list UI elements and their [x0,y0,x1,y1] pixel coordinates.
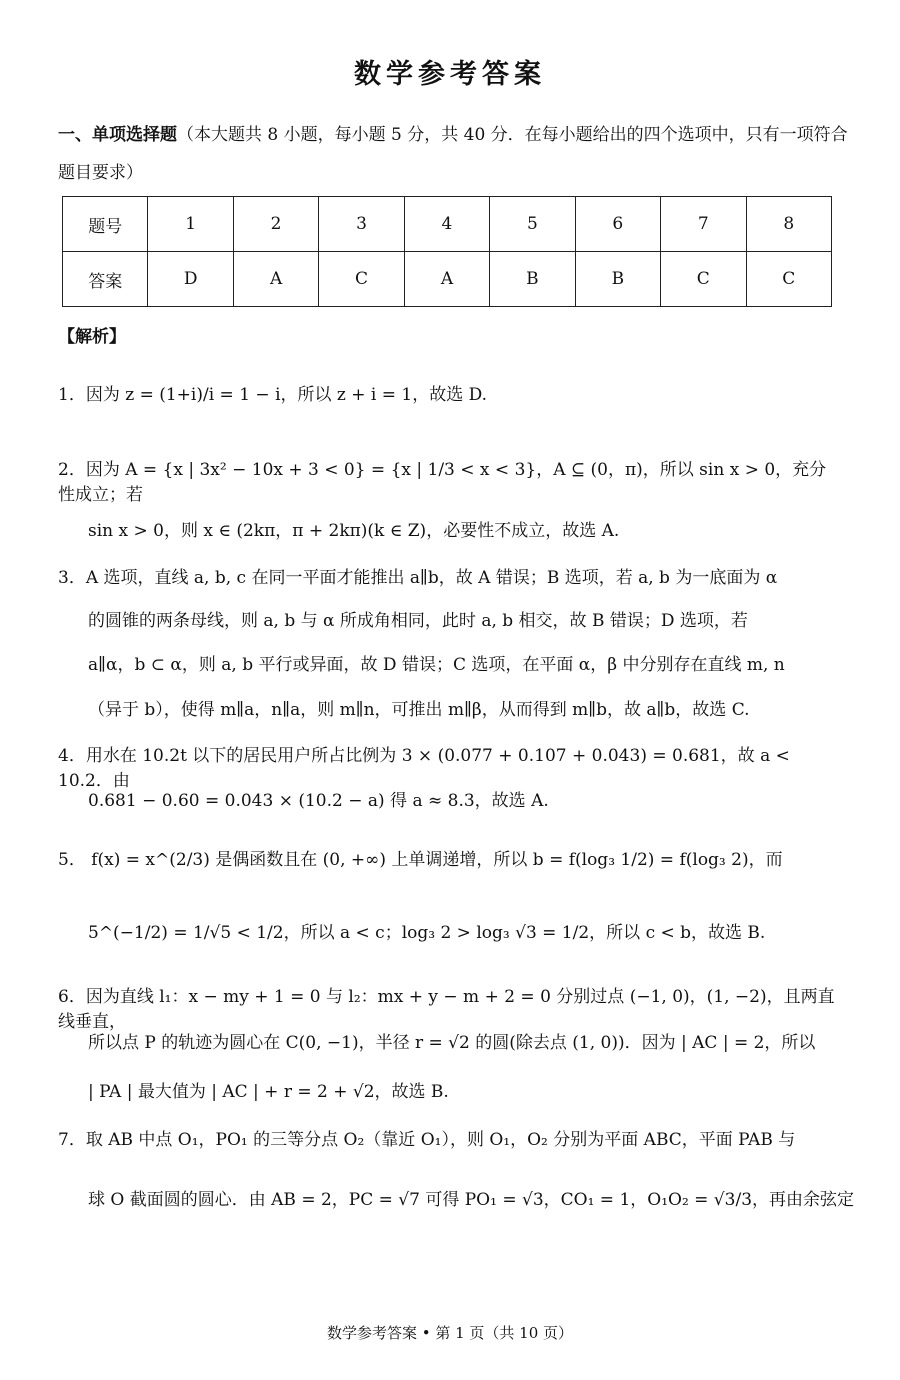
solution-6-line-1: 6．因为直线 l₁：x − my + 1 = 0 与 l₂：mx + y − m + 2 = 0 分别过点 (−1, 0)，(1, −2)，且两直线垂直， [58,987,835,1032]
table-cell: 4 [404,197,489,252]
table-cell: B [490,252,575,307]
solution-6-line-2: 所以点 P 的轨迹为圆心在 C(0, −1)，半径 r = √2 的圆(除去点 (1, 0))．因为 | AC | = 2，所以 [88,1033,816,1053]
page-title: 数学参考答案 [354,59,546,90]
table-cell: 2 [233,197,318,252]
table-cell: 答案 [63,252,148,307]
table-cell: A [233,252,318,307]
section-heading [58,116,848,192]
page-footer: 数学参考答案 • 第 1 页（共 10 页） [326,1324,574,1342]
solution-2-line-2: sin x > 0，则 x ∈ (2kπ，π + 2kπ)(k ∈ Z)，必要性不成立，故选 A. [88,521,620,541]
analysis-heading: 【解析】 [58,327,126,347]
solution-3-line-2: 的圆锥的两条母线，则 a, b 与 α 所成角相同，此时 a, b 相交，故 B 错误；D 选项，若 [88,611,748,631]
solution-3-line-1: 3．A 选项，直线 a, b, c 在同一平面才能推出 a∥b，故 A 错误；B 选项，若 a, b 为一底面为 α [58,568,778,588]
solution-5-line-2: 5^(−1/2) = 1/√5 < 1/2，所以 a < c；log₃ 2 > log₃ √3 = 1/2，所以 c < b，故选 B. [88,923,766,943]
table-cell: C [319,252,404,307]
solution-6-line-3: | PA | 最大值为 | AC | + r = 2 + √2，故选 B. [88,1082,449,1102]
table-cell: 题号 [63,197,148,252]
table-cell: C [746,252,832,307]
table-cell: A [404,252,489,307]
solution-4-line-2: 0.681 − 0.60 = 0.043 × (10.2 − a) 得 a ≈ 8.3，故选 A. [88,791,549,811]
table-cell: 3 [319,197,404,252]
solution-3-line-4: （异于 b），使得 m∥a，n∥a，则 m∥n，可推出 m∥β，从而得到 m∥b，故 a∥b，故选 C. [88,700,750,720]
section-description: （本大题共 8 小题，每小题 5 分，共 40 分．在每小题给出的四个选项中，只有一项符合题目要求） [58,125,848,183]
answer-table [62,196,832,307]
table-cell: 6 [575,197,660,252]
table-row-numbers [63,197,832,252]
solution-4-line-1: 4．用水在 10.2t 以下的居民用户所占比例为 3 × (0.077 + 0.107 + 0.043) = 0.681，故 a < 10.2．由 [58,746,790,791]
table-cell: 5 [490,197,575,252]
table-cell: C [661,252,746,307]
solution-7-line-2: 球 O 截面圆的圆心．由 AB = 2，PC = √7 可得 PO₁ = √3，CO₁ = 1，O₁O₂ = √3/3，再由余弦定 [88,1190,855,1210]
section-label: 一、单项选择题 [58,125,177,145]
table-cell: 7 [661,197,746,252]
solution-3-line-3: a∥α，b ⊂ α，则 a, b 平行或异面，故 D 错误；C 选项，在平面 α，β 中分别存在直线 m, n [88,655,785,675]
solution-2-line-1: 2．因为 A = {x | 3x² − 10x + 3 < 0} = {x | 1/3 < x < 3}，A ⊆ (0，π)，所以 sin x > 0，充分性成立；若 [58,460,827,505]
table-cell: 1 [148,197,233,252]
table-cell: 8 [746,197,832,252]
table-row-answers [63,252,832,307]
solution-5-line-1: 5． f(x) = x^(2/3) 是偶函数且在 (0, +∞) 上单调递增，所以 b = f(log₃ 1/2) = f(log₃ 2)，而 [58,850,783,870]
table-cell: D [148,252,233,307]
solution-7-line-1: 7．取 AB 中点 O₁，PO₁ 的三等分点 O₂（靠近 O₁），则 O₁，O₂ 分别为平面 ABC，平面 PAB 与 [58,1130,796,1150]
table-cell: B [575,252,660,307]
solution-1: 1．因为 z = (1+i)/i = 1 − i，所以 z + i = 1，故选 D. [58,385,488,405]
